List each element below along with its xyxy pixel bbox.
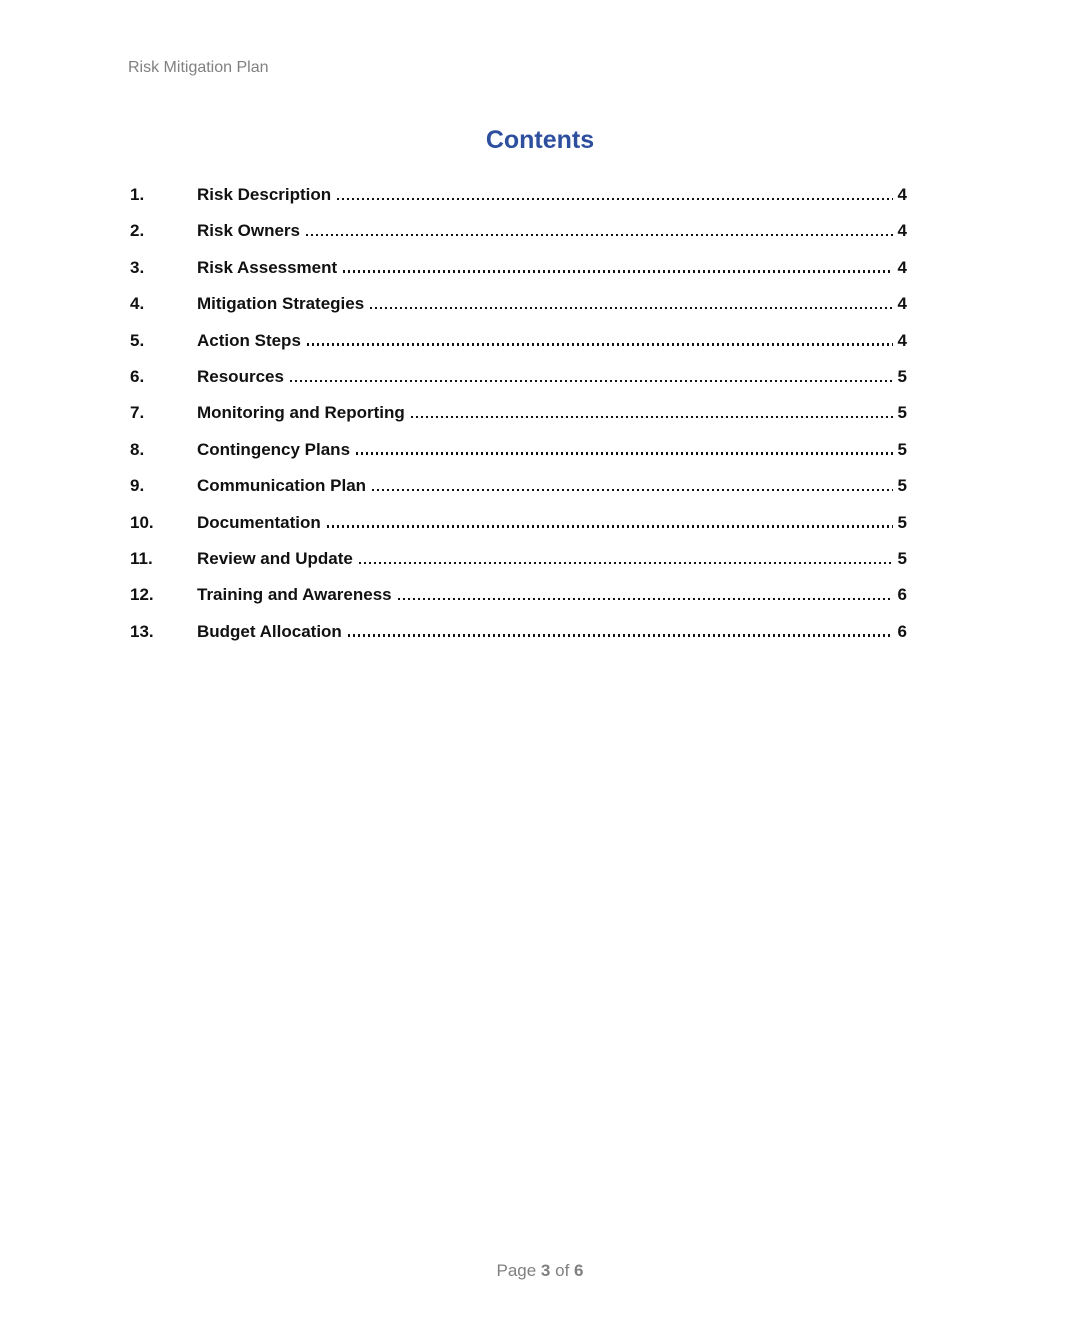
page-header: [0, 0, 1080, 77]
dot-leader: [307, 343, 893, 346]
toc-entry[interactable]: [130, 577, 907, 613]
toc-entry-label: Training and Awareness: [197, 585, 392, 605]
toc-entry[interactable]: [130, 395, 907, 431]
dot-leader: [348, 634, 893, 637]
toc-entry[interactable]: [130, 250, 907, 286]
toc-entry-number: 8.: [130, 439, 145, 459]
toc-entry-label: Resources: [197, 367, 284, 387]
toc-entry[interactable]: [130, 359, 907, 395]
toc-entry-page-number: 5: [897, 512, 907, 532]
toc-entry[interactable]: [130, 505, 907, 541]
toc-entry-page-number: 5: [897, 476, 907, 496]
toc-entry[interactable]: [130, 468, 907, 504]
toc-entry-label: Review and Update: [197, 549, 353, 569]
toc-entry[interactable]: [130, 286, 907, 322]
toc-entry-page-number: 6: [897, 585, 907, 605]
toc-entry-number: 7.: [130, 403, 145, 423]
toc-entry[interactable]: [130, 323, 907, 359]
toc-entry-label: Risk Description: [197, 185, 332, 204]
toc-entry-page-number: 4: [897, 185, 907, 204]
toc-entry-number: 12.: [130, 585, 154, 605]
toc-entry[interactable]: [130, 541, 907, 577]
toc-entry-label: Action Steps: [197, 330, 301, 350]
footer-current-page: 3: [540, 1261, 551, 1280]
dot-leader: [356, 452, 893, 455]
toc-entry[interactable]: [130, 614, 907, 650]
dot-leader: [359, 562, 893, 565]
footer-of-label: of: [555, 1261, 570, 1280]
toc-entry-number: 3.: [130, 257, 145, 277]
dot-leader: [327, 525, 893, 528]
toc-entry-page-number: 4: [897, 257, 907, 277]
dot-leader: [290, 380, 893, 383]
toc-entry-label: Communication Plan: [197, 476, 367, 496]
dot-leader: [411, 416, 893, 419]
footer-page-label: Page: [496, 1261, 537, 1280]
toc-entry-number: 4.: [130, 294, 145, 314]
toc-entry-label: Documentation: [197, 512, 321, 532]
toc-entry-label: Budget Allocation: [197, 621, 342, 641]
toc-entry-page-number: 4: [897, 294, 907, 314]
toc-entry-page-number: 5: [897, 549, 907, 569]
toc-entry-page-number: 5: [897, 403, 907, 423]
dot-leader: [306, 234, 893, 237]
dot-leader: [337, 198, 892, 201]
document-title: Risk Mitigation Plan: [128, 59, 269, 76]
toc-entry[interactable]: [130, 432, 907, 468]
dot-leader: [372, 489, 892, 492]
toc-entry[interactable]: [130, 177, 907, 213]
dot-leader: [343, 270, 892, 273]
dot-leader: [398, 598, 893, 601]
toc-entry-label: Risk Owners: [197, 221, 300, 241]
toc-entry-page-number: 5: [897, 439, 907, 459]
toc-entry-number: 9.: [130, 476, 145, 496]
toc-entry-page-number: 6: [897, 621, 907, 641]
toc-entry-page-number: 5: [897, 367, 907, 387]
dot-leader: [370, 307, 892, 310]
toc-entry-number: 2.: [130, 221, 145, 241]
toc-entry-number: 10.: [130, 512, 154, 532]
toc-entry-number: 1.: [130, 185, 145, 204]
toc-entry-label: Monitoring and Reporting: [197, 403, 405, 423]
toc-entry-page-number: 4: [897, 330, 907, 350]
contents-heading: Contents: [485, 126, 595, 154]
toc-entry-label: Mitigation Strategies: [197, 294, 365, 314]
toc-entry-label: Contingency Plans: [197, 439, 351, 459]
toc-entry[interactable]: [130, 213, 907, 249]
footer-total-pages: 6: [574, 1261, 584, 1280]
toc-entry-number: 11.: [130, 549, 153, 569]
toc-entry-number: 5.: [130, 330, 145, 350]
page-footer: [0, 1260, 1080, 1282]
toc-entry-number: 6.: [130, 367, 145, 387]
toc-entry-number: 13.: [130, 621, 154, 641]
table-of-contents: [130, 177, 907, 650]
toc-entry-label: Risk Assessment: [197, 257, 338, 277]
toc-entry-page-number: 4: [897, 221, 907, 241]
